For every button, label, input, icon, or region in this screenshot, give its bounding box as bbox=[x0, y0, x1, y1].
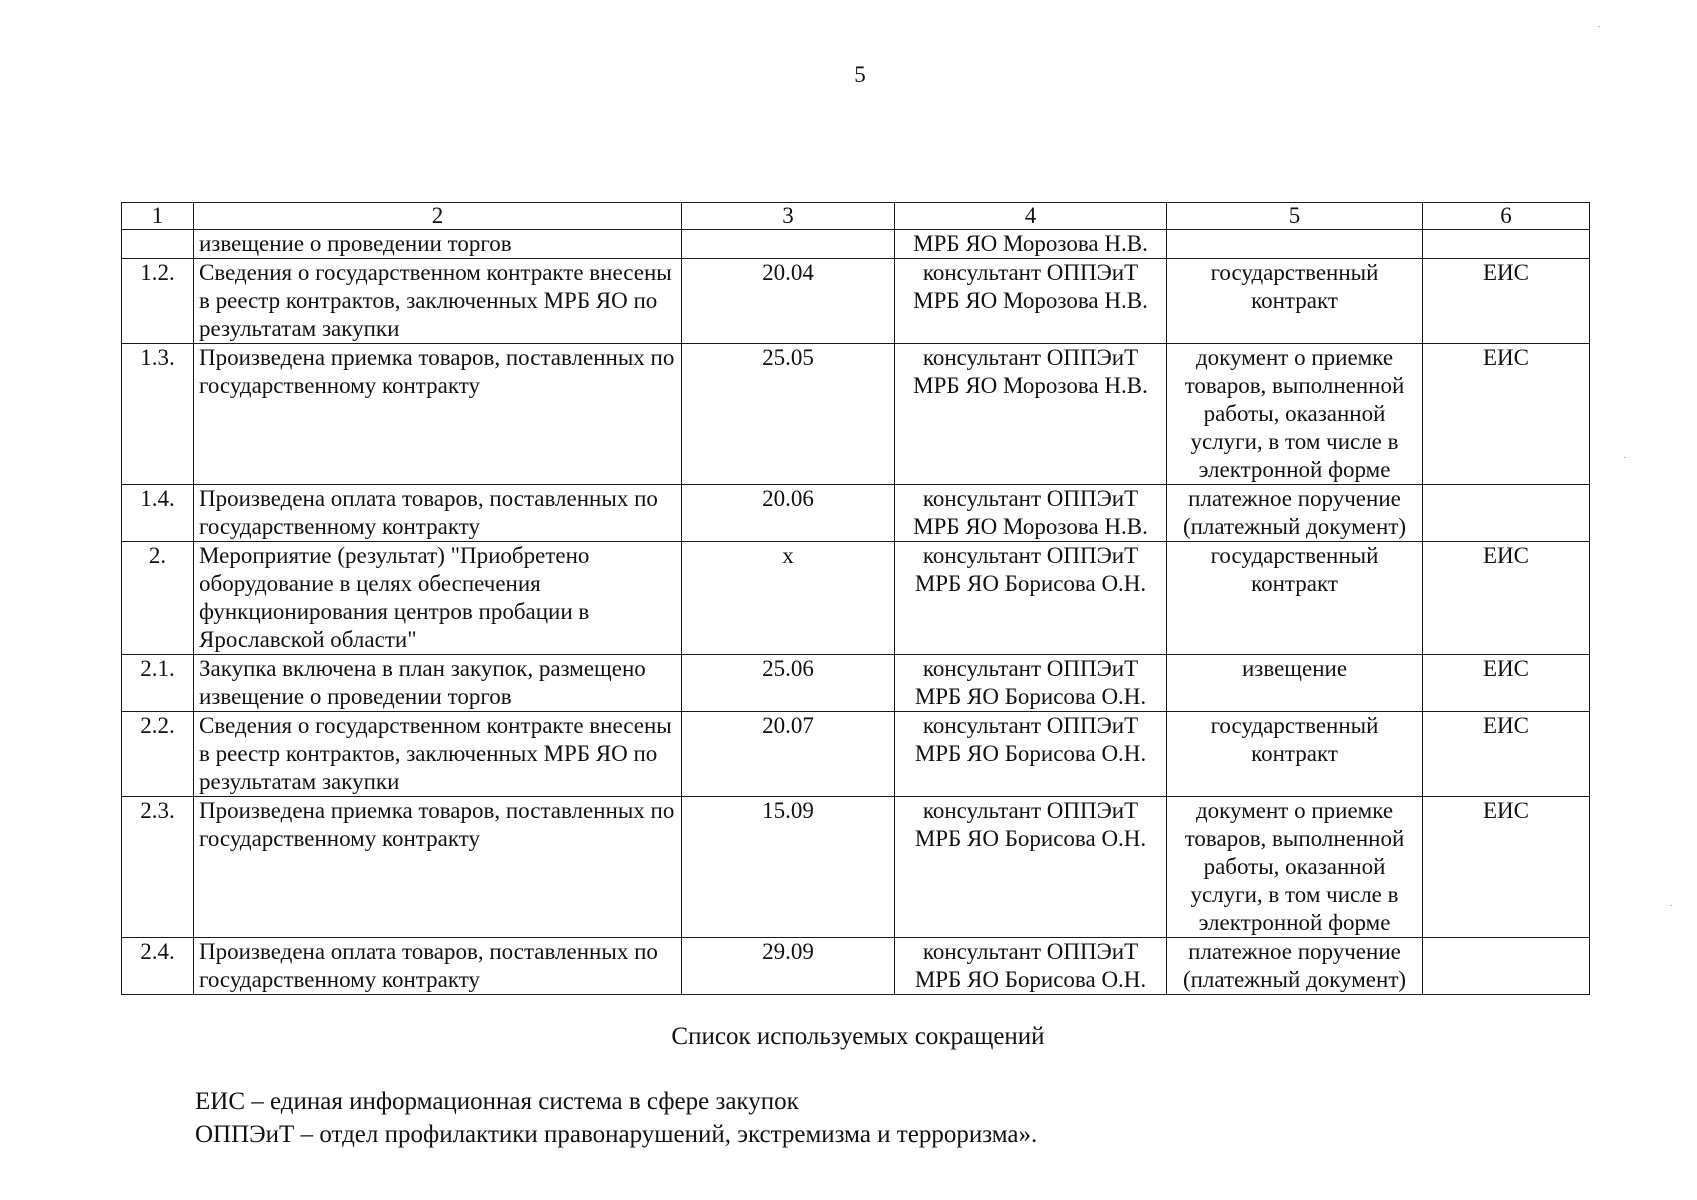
abbreviations-list bbox=[195, 1085, 1037, 1151]
confirming-document bbox=[1167, 230, 1423, 259]
row-number bbox=[122, 230, 194, 259]
confirming-document: платежное поручение (платежный документ) bbox=[1167, 938, 1423, 995]
row-number: 1.2. bbox=[122, 259, 194, 344]
table-row bbox=[122, 655, 1590, 712]
header-cell: 4 bbox=[895, 203, 1167, 230]
responsible-person: МРБ ЯО Морозова Н.В. bbox=[895, 230, 1167, 259]
table-row bbox=[122, 485, 1590, 542]
table-row bbox=[122, 542, 1590, 655]
event-description: Произведена приемка товаров, поставленных по государственному контракту bbox=[194, 797, 682, 938]
deadline-date: 20.06 bbox=[682, 485, 895, 542]
event-description: извещение о проведении торгов bbox=[194, 230, 682, 259]
event-description: Мероприятие (результат) "Приобретено оборудование в целях обеспечения функционирования центров пробации в Ярославской области" bbox=[194, 542, 682, 655]
deadline-date: 20.07 bbox=[682, 712, 895, 797]
information-system: ЕИС bbox=[1423, 344, 1590, 485]
information-system bbox=[1423, 230, 1590, 259]
header-cell: 3 bbox=[682, 203, 895, 230]
schedule-table bbox=[121, 202, 1590, 995]
deadline-date: 25.06 bbox=[682, 655, 895, 712]
header-cell: 6 bbox=[1423, 203, 1590, 230]
information-system: ЕИС bbox=[1423, 712, 1590, 797]
abbreviations-heading: Список используемых сокращений bbox=[671, 1023, 1045, 1050]
information-system bbox=[1423, 485, 1590, 542]
information-system: ЕИС bbox=[1423, 542, 1590, 655]
event-description: Произведена оплата товаров, поставленных по государственному контракту bbox=[194, 485, 682, 542]
row-number: 1.3. bbox=[122, 344, 194, 485]
confirming-document: государственный контракт bbox=[1167, 259, 1423, 344]
table-row bbox=[122, 712, 1590, 797]
row-number: 2.1. bbox=[122, 655, 194, 712]
table-header-row bbox=[122, 203, 1590, 230]
scan-speck bbox=[1670, 905, 1672, 906]
deadline-date: 29.09 bbox=[682, 938, 895, 995]
responsible-person: консультант ОППЭиТ МРБ ЯО Борисова О.Н. bbox=[895, 542, 1167, 655]
event-description: Закупка включена в план закупок, размещено извещение о проведении торгов bbox=[194, 655, 682, 712]
responsible-person: консультант ОППЭиТ МРБ ЯО Морозова Н.В. bbox=[895, 259, 1167, 344]
confirming-document: документ о приемке товаров, выполненной работы, оказанной услуги, в том числе в электронной форме bbox=[1167, 344, 1423, 485]
scan-speck bbox=[1598, 26, 1600, 27]
information-system: ЕИС bbox=[1423, 259, 1590, 344]
row-number: 1.4. bbox=[122, 485, 194, 542]
information-system: ЕИС bbox=[1423, 655, 1590, 712]
event-description: Произведена приемка товаров, поставленных по государственному контракту bbox=[194, 344, 682, 485]
deadline-date bbox=[682, 230, 895, 259]
responsible-person: консультант ОППЭиТ МРБ ЯО Морозова Н.В. bbox=[895, 485, 1167, 542]
responsible-person: консультант ОППЭиТ МРБ ЯО Борисова О.Н. bbox=[895, 797, 1167, 938]
responsible-person: консультант ОППЭиТ МРБ ЯО Борисова О.Н. bbox=[895, 938, 1167, 995]
confirming-document: государственный контракт bbox=[1167, 712, 1423, 797]
header-cell: 1 bbox=[122, 203, 194, 230]
deadline-date: 20.04 bbox=[682, 259, 895, 344]
deadline-date: х bbox=[682, 542, 895, 655]
responsible-person: консультант ОППЭиТ МРБ ЯО Борисова О.Н. bbox=[895, 655, 1167, 712]
row-number: 2. bbox=[122, 542, 194, 655]
abbreviation-item: ОППЭиТ – отдел профилактики правонарушений, экстремизма и терроризма». bbox=[195, 1121, 1038, 1148]
deadline-date: 25.05 bbox=[682, 344, 895, 485]
page-number: 5 bbox=[854, 62, 866, 87]
responsible-person: консультант ОППЭиТ МРБ ЯО Борисова О.Н. bbox=[895, 712, 1167, 797]
confirming-document: платежное поручение (платежный документ) bbox=[1167, 485, 1423, 542]
header-cell: 2 bbox=[194, 203, 682, 230]
schedule-table-body bbox=[122, 203, 1590, 995]
row-number: 2.3. bbox=[122, 797, 194, 938]
table-row bbox=[122, 344, 1590, 485]
event-description: Сведения о государственном контракте внесены в реестр контрактов, заключенных МРБ ЯО по результатам закупки bbox=[194, 712, 682, 797]
confirming-document: государственный контракт bbox=[1167, 542, 1423, 655]
table-row bbox=[122, 230, 1590, 259]
confirming-document: документ о приемке товаров, выполненной работы, оказанной услуги, в том числе в электронной форме bbox=[1167, 797, 1423, 938]
confirming-document: извещение bbox=[1167, 655, 1423, 712]
table-row bbox=[122, 938, 1590, 995]
information-system bbox=[1423, 938, 1590, 995]
row-number: 2.2. bbox=[122, 712, 194, 797]
table-row bbox=[122, 797, 1590, 938]
abbreviation-item: ЕИС – единая информационная система в сфере закупок bbox=[195, 1088, 799, 1115]
scan-speck bbox=[1624, 457, 1626, 458]
event-description: Сведения о государственном контракте внесены в реестр контрактов, заключенных МРБ ЯО по результатам закупки bbox=[194, 259, 682, 344]
header-cell: 5 bbox=[1167, 203, 1423, 230]
row-number: 2.4. bbox=[122, 938, 194, 995]
deadline-date: 15.09 bbox=[682, 797, 895, 938]
responsible-person: консультант ОППЭиТ МРБ ЯО Морозова Н.В. bbox=[895, 344, 1167, 485]
event-description: Произведена оплата товаров, поставленных по государственному контракту bbox=[194, 938, 682, 995]
information-system: ЕИС bbox=[1423, 797, 1590, 938]
table-row bbox=[122, 259, 1590, 344]
